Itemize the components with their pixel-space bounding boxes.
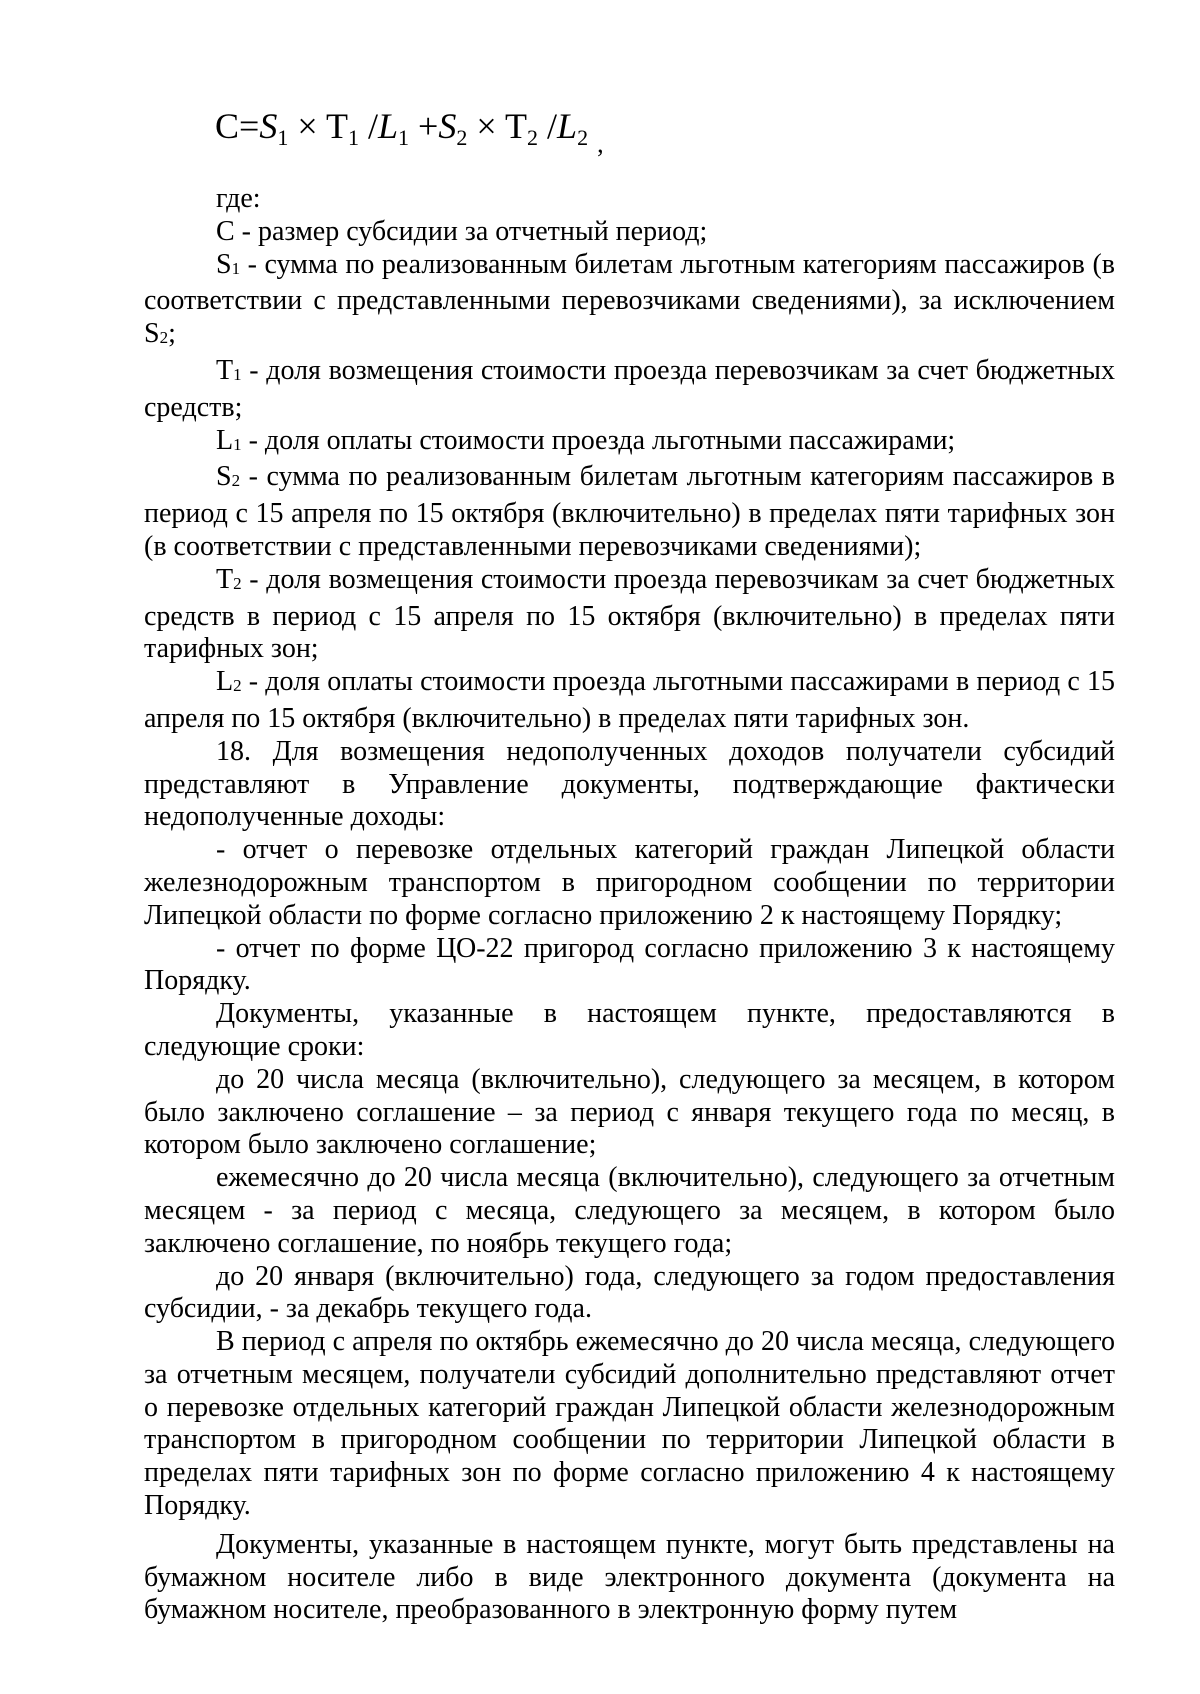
formula-times: × — [297, 106, 318, 146]
formula-plus: + — [418, 106, 439, 146]
formula-times: × — [476, 106, 497, 146]
paragraph-term-first: до 20 числа месяца (включительно), следующего за месяцем, в котором было заключено соглашение – за период с января текущего года по месяц, в котором было заключено соглашение; — [144, 1063, 1115, 1161]
paragraph-t1-definition: $Т_1$ - доля возмещения стоимости проезда перевозчикам за счет бюджетных средств; — [144, 354, 1115, 423]
paragraph-term-monthly: ежемесячно до 20 числа месяца (включительно), следующего за отчетным месяцем - за период с месяца, следующего за месяцем, в котором было заключено соглашение, по ноябрь текущего года; — [144, 1162, 1115, 1259]
paragraph-documents-terms: Документы, указанные в настоящем пункте, предоставляются в следующие сроки: — [144, 998, 1115, 1062]
formula-l2: L — [557, 106, 578, 146]
paragraph-item-18: 18. Для возмещения недополученных доходов получатели субсидий представляют в Управление документы, подтверждающие фактически недополученные доходы: — [144, 735, 1115, 833]
formula-divide: / — [547, 106, 558, 146]
formula-s2: S — [438, 106, 457, 146]
formula-index: 1 — [348, 125, 359, 150]
document-body — [144, 183, 1115, 1627]
formula-t1: T — [326, 106, 348, 146]
formula-index: 2 — [577, 125, 589, 150]
formula-index: 2 — [527, 125, 539, 150]
formula-c: C — [215, 106, 240, 146]
formula-divide: / — [368, 106, 379, 146]
paragraph-c-definition: С - размер субсидии за отчетный период; — [216, 215, 708, 247]
formula-t2: T — [505, 106, 528, 146]
formula-equals: = — [239, 106, 260, 146]
paragraph-l1-definition: $L_1$ - доля оплаты стоимости проезда льготными пассажирами; — [216, 424, 956, 456]
paragraph-s1-definition: $S_1$ - сумма по реализованным билетам льготным категориям пассажиров (в соответствии с представленными перевозчиками сведениями), за исключением $S_2$; — [144, 248, 1115, 350]
paragraph-report-appendix-2: - отчет о перевозке отдельных категорий граждан Липецкой области железнодорожным транспортом в пригородном сообщении по территории Липецкой области по форме согласно приложению 2 к настоящему Порядку; — [144, 834, 1115, 931]
paragraph-l2-definition: $L_2$ - доля оплаты стоимости проезда льготными пассажирами в период с 15 апреля по 15 октября (включительно) в пределах пяти тарифных зон. — [144, 666, 1115, 734]
paragraph-t2-definition: $Т_2$ - доля возмещения стоимости проезда перевозчикам за счет бюджетных средств в период с 15 апреля по 15 октября (включительно) в пределах пяти тарифных зон; — [144, 563, 1115, 665]
paragraph-paper-or-electronic: Документы, указанные в настоящем пункте, могут быть представлены на бумажном носителе либо в виде электронного документа (документа на бумажном носителе, преобразованного в электронную форму путем — [144, 1528, 1115, 1626]
paragraph-term-january: до 20 января (включительно) года, следующего за годом предоставления субсидии, - за декабрь текущего года. — [144, 1260, 1115, 1325]
subsidy-formula — [215, 96, 604, 168]
paragraph-april-october: В период с апреля по октябрь ежемесячно до 20 числа месяца, следующего за отчетным месяцем, получатели субсидий дополнительно представляют отчет о перевозке отдельных категорий граждан Липецкой области железнодорожным транспортом в пригородном сообщении по территории Липецкой области в пределах пяти тарифных зон по форме согласно приложению 4 к настоящему Порядку. — [144, 1326, 1115, 1522]
formula-index: 1 — [398, 125, 410, 150]
paragraph-where: где: — [216, 183, 261, 214]
formula-index: 1 — [277, 125, 289, 150]
formula-comma: , — [597, 129, 604, 158]
paragraph-s2-definition: $S_2$ - сумма по реализованным билетам льготным категориям пассажиров в период с 15 апреля по 15 октября (включительно) в пределах пяти тарифных зон (в соответствии с представленными перевозчиками сведениями); — [144, 461, 1115, 562]
formula-l1: L — [378, 106, 399, 146]
formula-index: 2 — [456, 125, 468, 150]
formula-s1: S — [259, 106, 278, 146]
paragraph-report-appendix-3: - отчет по форме ЦО-22 пригород согласно приложению 3 к настоящему Порядку. — [144, 932, 1115, 997]
